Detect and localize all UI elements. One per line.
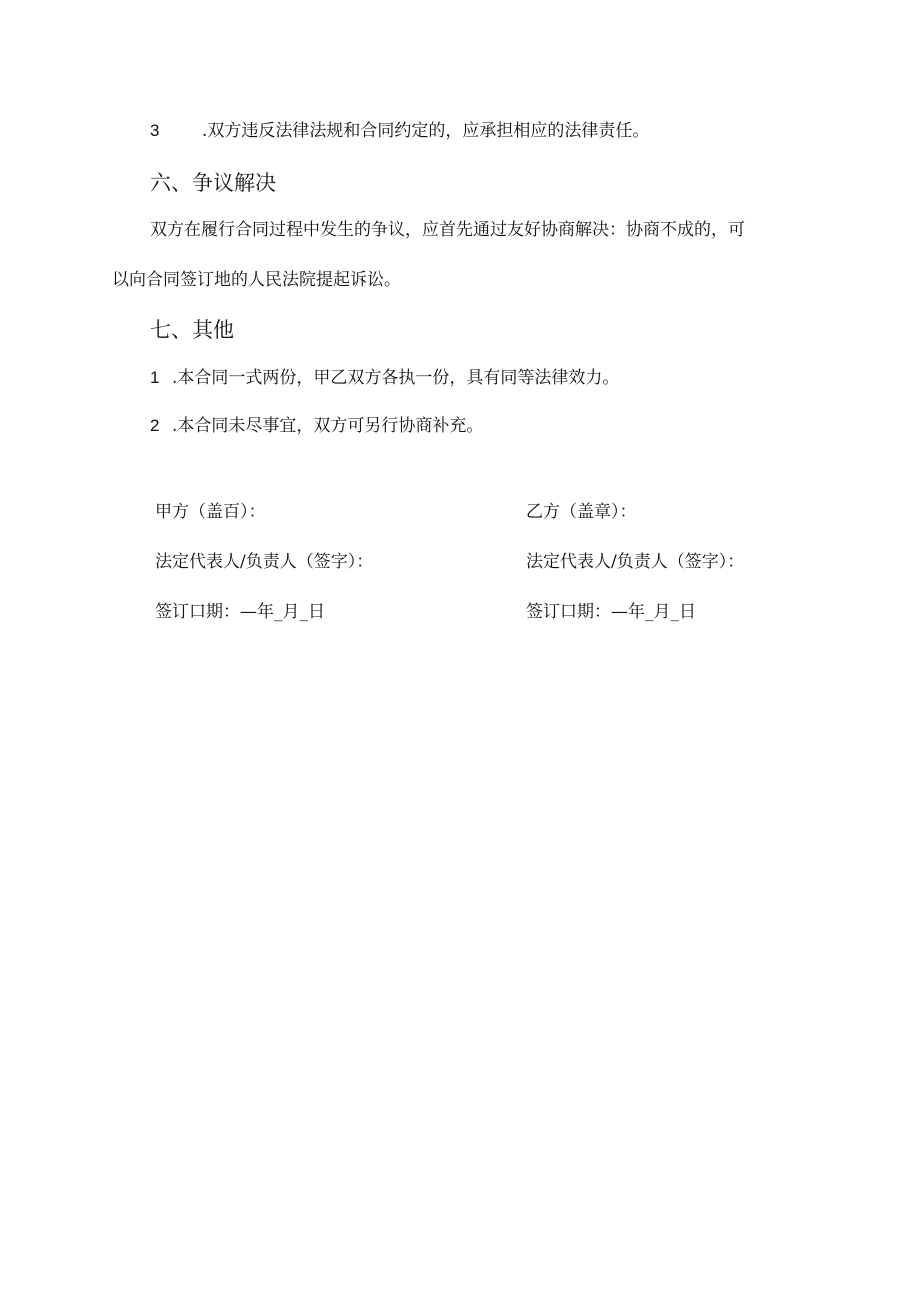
party-b-date-label: 签订口期：—年_月_日 [526,602,696,622]
clause-item-1 [150,367,619,389]
clause-item-3 [150,120,649,142]
section-heading-other: 七、其他 [150,318,234,342]
party-b-representative-label: 法定代表人/负责人（签字）： [526,552,745,572]
clause-number: 1 [150,368,160,387]
party-b-seal-label: 乙方（盖章）： [526,502,637,522]
paragraph-line: 以向合同签订地的人民法院提起诉讼。 [112,270,401,290]
party-a-date-label: 签订口期：—年_月_日 [155,602,325,622]
paragraph-line: 双方在履行合同过程中发生的争议，应首先通过友好协商解决：协商不成的，可 [150,220,745,240]
party-a-seal-label: 甲方（盖百）： [155,502,266,522]
clause-text: .本合同未尽事宜，双方可另行协商补充。 [172,416,484,436]
clause-number: 2 [150,416,160,435]
clause-text: .双方违反法律法规和合同约定的，应承担相应的法律责任。 [202,121,650,141]
clause-item-2 [150,415,483,437]
clause-number: 3 [150,121,160,140]
clause-text: .本合同一式两份，甲乙双方各执一份，具有同等法律效力。 [172,368,620,388]
section-heading-dispute: 六、争议解决 [150,171,276,195]
party-a-representative-label: 法定代表人/负责人（签字）： [155,552,374,572]
